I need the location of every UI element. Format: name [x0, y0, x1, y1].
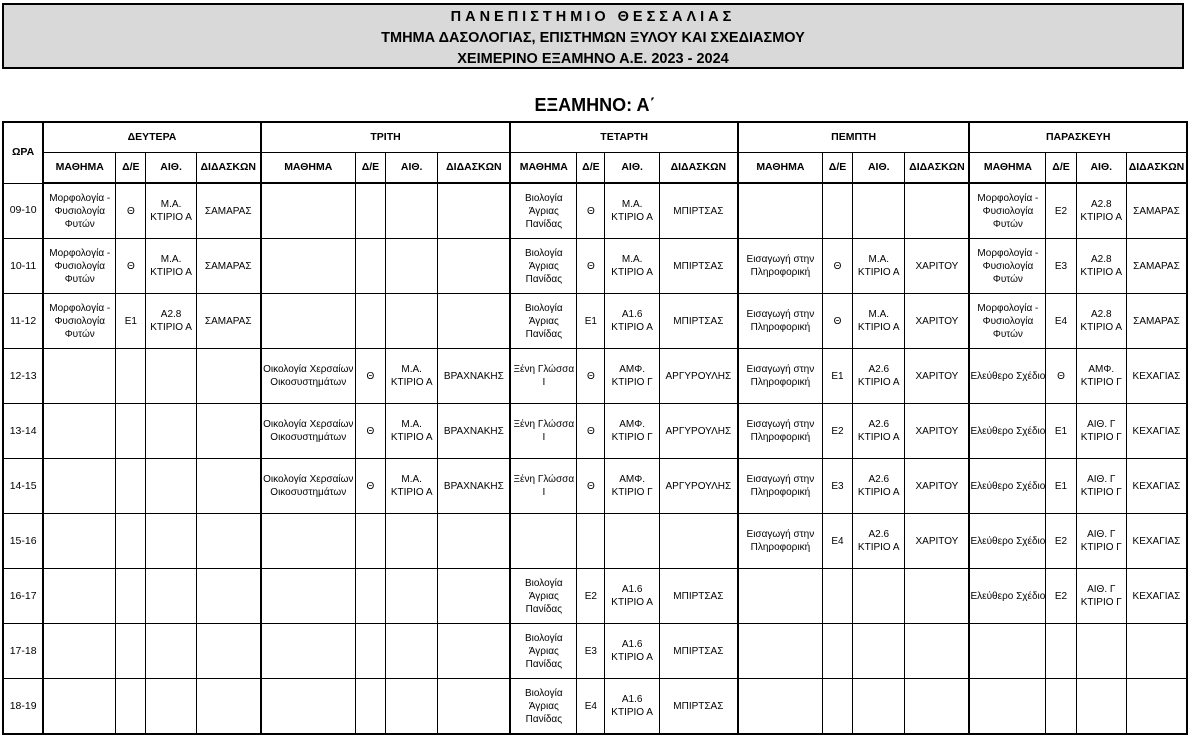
table-row: [3, 294, 1187, 349]
room-cell: Α2.8 ΚΤΙΡΙΟ Α: [1076, 239, 1126, 294]
instructor-cell: [905, 183, 969, 239]
column-header: ΔΙΔΑΣΚΩΝ: [438, 153, 511, 184]
room-cell: [386, 514, 438, 569]
room-cell: [386, 679, 438, 735]
room-cell: Α2.6 ΚΤΙΡΙΟ Α: [853, 404, 905, 459]
course-cell: [43, 569, 115, 624]
type-cell: Θ: [355, 459, 385, 514]
column-header: ΑΙΘ.: [146, 153, 196, 184]
course-cell: Βιολογία Άγριας Πανίδας: [510, 294, 576, 349]
course-cell: Ελεύθερο Σχέδιο: [969, 569, 1046, 624]
hour-cell: 09-10: [3, 183, 43, 239]
type-cell: [822, 569, 852, 624]
type-cell: Ε4: [822, 514, 852, 569]
course-cell: Μορφολογία - Φυσιολογία Φυτών: [43, 183, 115, 239]
course-cell: Βιολογία Άγριας Πανίδας: [510, 239, 576, 294]
type-cell: [116, 459, 146, 514]
instructor-cell: ΑΡΓΥΡΟΥΛΗΣ: [659, 404, 738, 459]
course-cell: [510, 514, 576, 569]
day-header: ΤΕΤΑΡΤΗ: [510, 122, 738, 153]
course-cell: Ελεύθερο Σχέδιο: [969, 349, 1046, 404]
hour-cell: 16-17: [3, 569, 43, 624]
table-row: [3, 514, 1187, 569]
room-cell: Μ.Α. ΚΤΙΡΙΟ Α: [605, 239, 659, 294]
instructor-cell: [905, 569, 969, 624]
room-cell: Α1.6 ΚΤΙΡΙΟ Α: [605, 624, 659, 679]
table-row: [3, 459, 1187, 514]
type-cell: Ε1: [116, 294, 146, 349]
table-row: [3, 404, 1187, 459]
instructor-cell: [196, 349, 260, 404]
type-cell: Θ: [116, 239, 146, 294]
room-cell: Μ.Α. ΚΤΙΡΙΟ Α: [386, 404, 438, 459]
course-cell: Εισαγωγή στην Πληροφορική: [738, 459, 823, 514]
instructor-cell: ΧΑΡΙΤΟΥ: [905, 239, 969, 294]
room-cell: ΑΜΦ. ΚΤΙΡΙΟ Γ: [605, 404, 659, 459]
column-header: ΑΙΘ.: [386, 153, 438, 184]
instructor-cell: ΚΕΧΑΓΙΑΣ: [1126, 349, 1187, 404]
instructor-cell: ΚΕΧΑΓΙΑΣ: [1126, 404, 1187, 459]
timetable: [2, 121, 1188, 735]
day-header: ΠΑΡΑΣΚΕΥΗ: [969, 122, 1187, 153]
column-header: Δ/Ε: [355, 153, 385, 184]
type-cell: Θ: [822, 239, 852, 294]
column-header: Δ/Ε: [1046, 153, 1076, 184]
room-cell: Α1.6 ΚΤΙΡΙΟ Α: [605, 569, 659, 624]
hour-cell: 12-13: [3, 349, 43, 404]
course-cell: [969, 679, 1046, 735]
room-cell: ΑΙΘ. Γ ΚΤΙΡΙΟ Γ: [1076, 569, 1126, 624]
type-cell: Θ: [822, 294, 852, 349]
room-cell: Μ.Α. ΚΤΙΡΙΟ Α: [386, 349, 438, 404]
room-cell: ΑΙΘ. Γ ΚΤΙΡΙΟ Γ: [1076, 404, 1126, 459]
instructor-cell: ΚΕΧΑΓΙΑΣ: [1126, 459, 1187, 514]
type-cell: Θ: [577, 349, 605, 404]
course-cell: Οικολογία Χερσαίων Οικοσυστημάτων: [261, 459, 356, 514]
course-cell: [261, 679, 356, 735]
room-cell: Μ.Α. ΚΤΙΡΙΟ Α: [605, 183, 659, 239]
room-cell: Μ.Α. ΚΤΙΡΙΟ Α: [146, 183, 196, 239]
room-cell: [146, 404, 196, 459]
type-cell: [355, 239, 385, 294]
course-cell: Μορφολογία - Φυσιολογία Φυτών: [969, 183, 1046, 239]
type-cell: Ε1: [1046, 404, 1076, 459]
instructor-cell: ΜΠΙΡΤΣΑΣ: [659, 679, 738, 735]
course-cell: Οικολογία Χερσαίων Οικοσυστημάτων: [261, 349, 356, 404]
type-cell: [116, 624, 146, 679]
type-cell: Ε3: [822, 459, 852, 514]
type-cell: [355, 183, 385, 239]
course-cell: Ξένη Γλώσσα Ι: [510, 459, 576, 514]
column-header: ΑΙΘ.: [853, 153, 905, 184]
type-cell: Ε2: [1046, 514, 1076, 569]
type-cell: [355, 624, 385, 679]
timetable-body: [3, 183, 1187, 734]
course-cell: [261, 514, 356, 569]
room-cell: ΑΜΦ. ΚΤΙΡΙΟ Γ: [605, 459, 659, 514]
instructor-cell: ΜΠΙΡΤΣΑΣ: [659, 183, 738, 239]
instructor-cell: [196, 459, 260, 514]
day-header: ΤΡΙΤΗ: [261, 122, 511, 153]
instructor-cell: [438, 624, 511, 679]
course-cell: [738, 183, 823, 239]
column-header: ΔΙΔΑΣΚΩΝ: [659, 153, 738, 184]
type-cell: [822, 679, 852, 735]
room-cell: [853, 679, 905, 735]
room-cell: [386, 239, 438, 294]
course-cell: [261, 239, 356, 294]
room-cell: [146, 514, 196, 569]
room-cell: Α2.8 ΚΤΙΡΙΟ Α: [1076, 294, 1126, 349]
room-cell: ΑΙΘ. Γ ΚΤΙΡΙΟ Γ: [1076, 514, 1126, 569]
type-cell: Θ: [1046, 349, 1076, 404]
room-cell: ΑΜΦ. ΚΤΙΡΙΟ Γ: [605, 349, 659, 404]
column-header: ΑΙΘ.: [605, 153, 659, 184]
type-cell: Ε2: [1046, 183, 1076, 239]
instructor-cell: ΣΑΜΑΡΑΣ: [196, 294, 260, 349]
room-cell: ΑΜΦ. ΚΤΙΡΙΟ Γ: [1076, 349, 1126, 404]
course-cell: [43, 459, 115, 514]
course-cell: [43, 624, 115, 679]
table-row: [3, 679, 1187, 735]
instructor-cell: ΑΡΓΥΡΟΥΛΗΣ: [659, 459, 738, 514]
course-cell: Εισαγωγή στην Πληροφορική: [738, 404, 823, 459]
instructor-cell: [438, 183, 511, 239]
instructor-cell: ΜΠΙΡΤΣΑΣ: [659, 569, 738, 624]
instructor-cell: ΒΡΑΧΝΑΚΗΣ: [438, 459, 511, 514]
instructor-cell: ΣΑΜΑΡΑΣ: [1126, 183, 1187, 239]
column-header: Δ/Ε: [116, 153, 146, 184]
course-cell: Βιολογία Άγριας Πανίδας: [510, 569, 576, 624]
type-cell: Θ: [577, 183, 605, 239]
type-cell: Θ: [116, 183, 146, 239]
type-cell: Ε4: [577, 679, 605, 735]
instructor-cell: [905, 679, 969, 735]
semester-title: ΕΞΑΜΗΝΟ: Α΄: [534, 95, 656, 115]
room-cell: ΑΙΘ. Γ ΚΤΙΡΙΟ Γ: [1076, 459, 1126, 514]
room-cell: Α2.8 ΚΤΙΡΙΟ Α: [1076, 183, 1126, 239]
instructor-cell: ΣΑΜΑΡΑΣ: [196, 183, 260, 239]
instructor-cell: ΚΕΧΑΓΙΑΣ: [1126, 569, 1187, 624]
column-header: ΔΙΔΑΣΚΩΝ: [1126, 153, 1187, 184]
room-cell: Μ.Α. ΚΤΙΡΙΟ Α: [386, 459, 438, 514]
course-cell: Εισαγωγή στην Πληροφορική: [738, 239, 823, 294]
type-cell: [355, 679, 385, 735]
column-header: ΜΑΘΗΜΑ: [43, 153, 115, 184]
instructor-cell: [196, 679, 260, 735]
instructor-cell: ΜΠΙΡΤΣΑΣ: [659, 239, 738, 294]
room-cell: [146, 459, 196, 514]
course-cell: [43, 679, 115, 735]
type-cell: [822, 183, 852, 239]
type-cell: [355, 514, 385, 569]
day-header-row: [3, 122, 1187, 153]
instructor-cell: [1126, 624, 1187, 679]
course-cell: Εισαγωγή στην Πληροφορική: [738, 514, 823, 569]
type-cell: Ε3: [1046, 239, 1076, 294]
course-cell: Ελεύθερο Σχέδιο: [969, 514, 1046, 569]
hour-cell: 10-11: [3, 239, 43, 294]
course-cell: Ξένη Γλώσσα Ι: [510, 404, 576, 459]
type-cell: Θ: [355, 349, 385, 404]
instructor-cell: ΜΠΙΡΤΣΑΣ: [659, 624, 738, 679]
document-header: [2, 3, 1184, 69]
course-cell: Ελεύθερο Σχέδιο: [969, 459, 1046, 514]
course-cell: [261, 294, 356, 349]
column-header: ΑΙΘ.: [1076, 153, 1126, 184]
room-cell: [386, 569, 438, 624]
instructor-cell: [438, 679, 511, 735]
department-title: ΤΜΗΜΑ ΔΑΣΟΛΟΓΙΑΣ, ΕΠΙΣΤΗΜΩΝ ΞΥΛΟΥ ΚΑΙ ΣΧΕΔΙΑΣΜΟΥ: [381, 30, 805, 46]
course-cell: [261, 624, 356, 679]
course-cell: Βιολογία Άγριας Πανίδας: [510, 183, 576, 239]
course-cell: Εισαγωγή στην Πληροφορική: [738, 294, 823, 349]
instructor-cell: ΧΑΡΙΤΟΥ: [905, 349, 969, 404]
type-cell: Ε2: [822, 404, 852, 459]
room-cell: [146, 624, 196, 679]
column-header: ΜΑΘΗΜΑ: [510, 153, 576, 184]
type-cell: [116, 569, 146, 624]
column-header: ΜΑΘΗΜΑ: [738, 153, 823, 184]
table-row: [3, 183, 1187, 239]
instructor-cell: [438, 569, 511, 624]
type-cell: [116, 679, 146, 735]
course-cell: Ελεύθερο Σχέδιο: [969, 404, 1046, 459]
instructor-cell: ΣΑΜΑΡΑΣ: [1126, 294, 1187, 349]
room-cell: [146, 569, 196, 624]
type-cell: [577, 514, 605, 569]
table-row: [3, 569, 1187, 624]
instructor-cell: ΧΑΡΙΤΟΥ: [905, 294, 969, 349]
type-cell: [822, 624, 852, 679]
instructor-cell: [196, 624, 260, 679]
instructor-cell: [659, 514, 738, 569]
course-cell: Οικολογία Χερσαίων Οικοσυστημάτων: [261, 404, 356, 459]
hour-cell: 15-16: [3, 514, 43, 569]
type-cell: [116, 349, 146, 404]
instructor-cell: [1126, 679, 1187, 735]
hour-cell: 14-15: [3, 459, 43, 514]
term-title: ΧΕΙΜΕΡΙΝΟ ΕΞΑΜΗΝΟ Α.Ε. 2023 - 2024: [457, 51, 729, 67]
instructor-cell: [196, 404, 260, 459]
room-cell: Α1.6 ΚΤΙΡΙΟ Α: [605, 679, 659, 735]
room-cell: Μ.Α. ΚΤΙΡΙΟ Α: [853, 294, 905, 349]
instructor-cell: [196, 514, 260, 569]
room-cell: Α2.6 ΚΤΙΡΙΟ Α: [853, 514, 905, 569]
university-title: ΠΑΝΕΠΙΣΤΗΜΙΟ ΘΕΣΣΑΛΙΑΣ: [450, 9, 736, 25]
course-cell: [43, 514, 115, 569]
room-cell: Α2.6 ΚΤΙΡΙΟ Α: [853, 349, 905, 404]
instructor-cell: ΧΑΡΙΤΟΥ: [905, 514, 969, 569]
type-cell: Θ: [577, 404, 605, 459]
hour-cell: 11-12: [3, 294, 43, 349]
course-cell: [43, 404, 115, 459]
type-cell: [355, 294, 385, 349]
column-header: ΔΙΔΑΣΚΩΝ: [905, 153, 969, 184]
column-header: ΔΙΔΑΣΚΩΝ: [196, 153, 260, 184]
room-cell: [1076, 624, 1126, 679]
course-cell: Μορφολογία - Φυσιολογία Φυτών: [43, 239, 115, 294]
course-cell: Βιολογία Άγριας Πανίδας: [510, 624, 576, 679]
instructor-cell: ΧΑΡΙΤΟΥ: [905, 459, 969, 514]
course-cell: [738, 679, 823, 735]
type-cell: Ε3: [577, 624, 605, 679]
course-cell: Εισαγωγή στην Πληροφορική: [738, 349, 823, 404]
hour-cell: 18-19: [3, 679, 43, 735]
room-cell: Α2.8 ΚΤΙΡΙΟ Α: [146, 294, 196, 349]
type-cell: [1046, 679, 1076, 735]
type-cell: [116, 404, 146, 459]
day-header: ΔΕΥΤΕΡΑ: [43, 122, 260, 153]
column-header: Δ/Ε: [822, 153, 852, 184]
instructor-cell: ΚΕΧΑΓΙΑΣ: [1126, 514, 1187, 569]
column-header: Δ/Ε: [577, 153, 605, 184]
type-cell: Ε2: [1046, 569, 1076, 624]
column-header: ΜΑΘΗΜΑ: [969, 153, 1046, 184]
instructor-cell: ΜΠΙΡΤΣΑΣ: [659, 294, 738, 349]
instructor-cell: [438, 239, 511, 294]
course-cell: [738, 624, 823, 679]
instructor-cell: ΒΡΑΧΝΑΚΗΣ: [438, 404, 511, 459]
type-cell: Θ: [577, 239, 605, 294]
column-header: ΜΑΘΗΜΑ: [261, 153, 356, 184]
course-cell: Ξένη Γλώσσα Ι: [510, 349, 576, 404]
room-cell: [386, 294, 438, 349]
table-row: [3, 349, 1187, 404]
instructor-cell: [905, 624, 969, 679]
hour-cell: 13-14: [3, 404, 43, 459]
room-cell: [853, 624, 905, 679]
course-cell: Μορφολογία - Φυσιολογία Φυτών: [969, 239, 1046, 294]
hour-header: ΩΡΑ: [3, 122, 43, 183]
day-header: ΠΕΜΠΤΗ: [738, 122, 970, 153]
room-cell: Μ.Α. ΚΤΙΡΙΟ Α: [146, 239, 196, 294]
hour-cell: 17-18: [3, 624, 43, 679]
room-cell: Α2.6 ΚΤΙΡΙΟ Α: [853, 459, 905, 514]
room-cell: [386, 624, 438, 679]
type-cell: [355, 569, 385, 624]
course-cell: [738, 569, 823, 624]
table-row: [3, 239, 1187, 294]
instructor-cell: ΣΑΜΑΡΑΣ: [1126, 239, 1187, 294]
instructor-cell: ΣΑΜΑΡΑΣ: [196, 239, 260, 294]
course-cell: Βιολογία Άγριας Πανίδας: [510, 679, 576, 735]
course-cell: [969, 624, 1046, 679]
type-cell: Θ: [355, 404, 385, 459]
instructor-cell: [196, 569, 260, 624]
type-cell: Ε4: [1046, 294, 1076, 349]
room-cell: [853, 183, 905, 239]
type-cell: Ε1: [1046, 459, 1076, 514]
type-cell: [116, 514, 146, 569]
instructor-cell: ΑΡΓΥΡΟΥΛΗΣ: [659, 349, 738, 404]
room-cell: [1076, 679, 1126, 735]
type-cell: [1046, 624, 1076, 679]
room-cell: [146, 349, 196, 404]
room-cell: Α1.6 ΚΤΙΡΙΟ Α: [605, 294, 659, 349]
instructor-cell: [438, 294, 511, 349]
table-row: [3, 624, 1187, 679]
type-cell: Ε1: [822, 349, 852, 404]
course-cell: [261, 569, 356, 624]
room-cell: [605, 514, 659, 569]
course-cell: Μορφολογία - Φυσιολογία Φυτών: [969, 294, 1046, 349]
room-cell: Μ.Α. ΚΤΙΡΙΟ Α: [853, 239, 905, 294]
room-cell: [146, 679, 196, 735]
column-header-row: [3, 153, 1187, 184]
course-cell: Μορφολογία - Φυσιολογία Φυτών: [43, 294, 115, 349]
type-cell: Ε1: [577, 294, 605, 349]
room-cell: [853, 569, 905, 624]
course-cell: [43, 349, 115, 404]
type-cell: Θ: [577, 459, 605, 514]
instructor-cell: ΒΡΑΧΝΑΚΗΣ: [438, 349, 511, 404]
type-cell: Ε2: [577, 569, 605, 624]
instructor-cell: ΧΑΡΙΤΟΥ: [905, 404, 969, 459]
instructor-cell: [438, 514, 511, 569]
course-cell: [261, 183, 356, 239]
room-cell: [386, 183, 438, 239]
